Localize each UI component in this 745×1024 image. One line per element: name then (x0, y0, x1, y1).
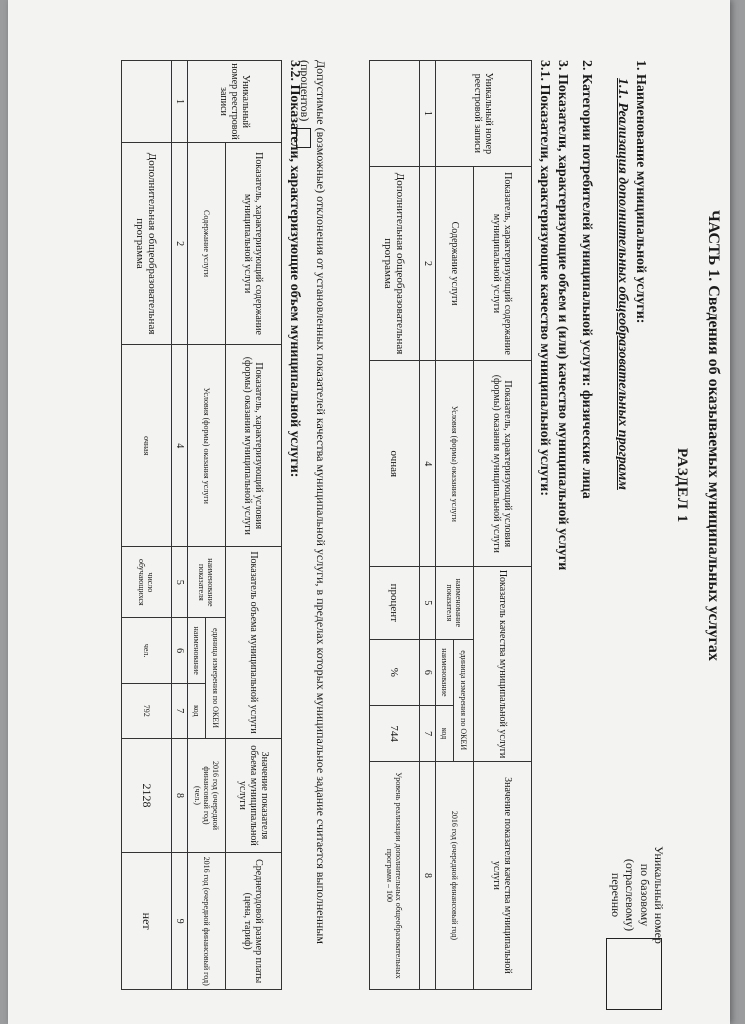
sub-conditions: Условия (формы) оказания услуги (436, 361, 474, 567)
quality-table (369, 60, 532, 990)
part-title: ЧАСТЬ 1. Сведения об оказываемых муниципальных услугах (705, 210, 722, 661)
row-indicator: число обучающихся (122, 547, 172, 618)
col-number: 5 (172, 547, 188, 618)
row-form: очная (370, 361, 420, 567)
service-name: 1.1. Реализация дополнительных общеобразовательных программ (615, 78, 630, 490)
header-content: Показатель, характеризующий содержание муниципальной услуги (474, 166, 532, 361)
row-program: Дополнительная общеобразовательная программа (122, 142, 172, 344)
col-number: 1 (172, 61, 188, 143)
col-number: 8 (420, 761, 436, 989)
row-code: 744 (370, 706, 420, 762)
volume-table (121, 60, 282, 990)
sub-unit: единица измерения по ОКЕИ (454, 639, 474, 761)
sub-indicator-name: наименование показателя (436, 567, 474, 639)
col-number: 6 (172, 618, 188, 684)
row-unit: чел. (122, 618, 172, 684)
sub-content: Содержание услуги (188, 142, 226, 344)
scanned-page (8, 0, 730, 1024)
row-reg-number (122, 61, 172, 143)
row-unit: % (370, 639, 420, 706)
col-number: 5 (420, 567, 436, 639)
col-number: 7 (172, 683, 188, 738)
row-indicator: процент (370, 567, 420, 639)
indicators-heading: 3. Показатели, характеризующие объем и (или) качество муниципальной услуги (555, 60, 570, 571)
unique-number-box (606, 938, 662, 1010)
col-number: 9 (172, 853, 188, 990)
sub-year-label: 2016 год (очередной финансовый год) (202, 760, 220, 830)
sub-year-unit: (чел.) (193, 786, 202, 805)
header-content: Показатель, характеризующий содержание муниципальной услуги (226, 142, 282, 344)
sub-price-year: 2016 год (очередной финансовый год) (188, 853, 226, 990)
volume-indicators-heading: 3.2. Показатели, характеризующие объем муниципальной услуги: (287, 60, 302, 478)
col-number: 4 (420, 361, 436, 567)
deviation-note (313, 60, 328, 990)
col-number: 2 (420, 166, 436, 361)
rotated-document (8, 0, 730, 1024)
header-value: Значение показателя качества муниципальной услуги (474, 761, 532, 989)
consumer-category: 2. Категории потребителей муниципальной услуги: физические лица (579, 60, 594, 499)
header-conditions: Показатель, характеризующий условия (формы) оказания муниципальной услуги (226, 345, 282, 547)
header-reg-number: Уникальный номер реестровой записи (188, 61, 282, 143)
section-title: РАЗДЕЛ 1 (674, 448, 690, 524)
sub-unit-name: наименование (188, 618, 206, 684)
sub-unit-name: наименование (436, 639, 454, 706)
col-number: 6 (420, 639, 436, 706)
service-name-heading: 1. Наименование муниципальной услуги: (633, 60, 648, 324)
sub-unit-code: код (188, 683, 206, 738)
col-number: 1 (420, 61, 436, 167)
col-number: 4 (172, 345, 188, 547)
deviation-note-text: Допустимые (возможные) отклонения от установленных показателей качества муниципальной услуги, в пределах которых муниципальное задание считается выполненным (314, 60, 328, 944)
row-form: очная (122, 345, 172, 547)
row-value: 2128 (122, 738, 172, 853)
col-number: 2 (172, 142, 188, 344)
row-program: Дополнительная общеобразовательная программа (370, 166, 420, 361)
header-reg-number: Уникальный номер реестровой записи (436, 61, 532, 167)
sub-unit: единица измерения по ОКЕИ (206, 618, 226, 738)
sub-year: 2016 год (очередной финансовый год) (436, 761, 474, 989)
header-volume: Показатель объема муниципальной услуги (226, 547, 282, 738)
row-value: Уровень реализации дополнительных общеобразовательных программ – 100 (370, 761, 420, 989)
deviation-percent-label: (процентов) (298, 60, 312, 122)
sub-unit-code: код (436, 706, 454, 762)
unique-number-label: Уникальный номер по базовому (отраслевому) перечню (608, 846, 666, 944)
quality-indicators-heading: 3.1. Показатели, характеризующие качество муниципальной услуги: (537, 60, 552, 496)
row-price: нет (122, 853, 172, 990)
col-number: 8 (172, 738, 188, 853)
header-conditions: Показатель, характеризующий условия (формы) оказания муниципальной услуги (474, 361, 532, 567)
row-reg-number (370, 61, 420, 167)
header-value: Значение показателя объема муниципальной услуги (226, 738, 282, 853)
sub-indicator-name: наименование показателя (188, 547, 226, 618)
header-price: Среднегодовой размер платы (цена, тариф) (226, 853, 282, 990)
header-quality: Показатель качества муниципальной услуги (474, 567, 532, 762)
sub-conditions: Условия (формы) оказания услуги (188, 345, 226, 547)
sub-content: Содержание услуги (436, 166, 474, 361)
col-number: 7 (420, 706, 436, 762)
row-code: 792 (122, 683, 172, 738)
sub-year (188, 738, 226, 853)
